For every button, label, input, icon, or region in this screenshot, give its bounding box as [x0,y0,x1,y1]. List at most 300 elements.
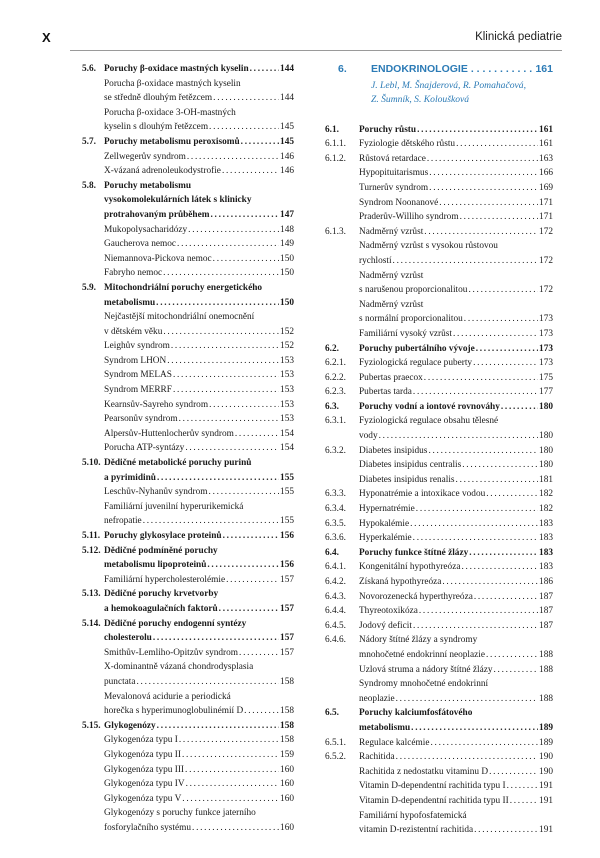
toc-leader-dots [179,733,279,748]
toc-entry-title: Novorozenecká hyperthyreóza [359,591,473,602]
toc-leader-dots [468,283,538,298]
toc-entry-title: Glykogenóza typu II [104,749,181,760]
toc-subsection-entry[interactable] [82,398,294,413]
toc-entry-number: 6.3.1. [325,416,346,427]
toc-entry-number: 6.4.5. [325,620,346,631]
toc-subsection-entry[interactable] [325,356,553,371]
toc-entry-page: 190 [539,752,553,763]
toc-entry-page: 183 [539,518,553,529]
toc-entry-page: 171 [539,212,553,223]
toc-entry-page: 163 [539,153,553,164]
toc-leader-dots [182,748,279,763]
toc-entry-number: 5.9. [82,282,96,293]
toc-section-entry[interactable] [82,135,294,150]
toc-entry-title: Familiární hypofosfatemická [359,810,467,821]
toc-entry-title: Hypernatrémie [359,504,415,515]
toc-entry-title: Glykogenózy s poruchy funkce jaterního [104,808,256,819]
toc-entry-number: 6.3.2. [325,445,346,456]
toc-entry-page: 153 [280,399,294,410]
toc-subsection-entry[interactable] [325,779,553,794]
toc-entry-title: Růstová retardace [359,153,426,164]
toc-subsection-entry[interactable] [325,269,553,298]
toc-entry-page: 155 [280,516,294,527]
toc-leader-dots [510,794,538,809]
toc-entry-title: protrahovaným průběhem [104,209,210,220]
toc-entry-title: metabolismu lipoproteinů [104,560,207,571]
toc-entry-number: 6.2.3. [325,387,346,398]
toc-entry-page: 152 [280,326,294,337]
toc-entry-title: neoplazie [359,693,395,704]
toc-subsection-entry[interactable] [82,573,294,588]
toc-subsection-entry[interactable] [82,266,294,281]
toc-section-entry[interactable] [82,456,294,485]
toc-subsection-entry[interactable] [82,763,294,778]
running-title: Klinická pediatrie [475,31,562,43]
toc-entry-title: Dědičné poruchy endogenní syntézy [104,618,247,629]
toc-entry-title: Nadměrný vzrůst [359,226,424,237]
toc-entry-number: 6.2. [325,343,339,354]
toc-entry-page: 169 [539,182,553,193]
toc-subsection-entry[interactable] [325,736,553,751]
toc-entry-title: vitamin D-rezistentní rachitida [359,825,474,836]
toc-entry-title: Kongenitální hypothyreóza [359,562,461,573]
toc-subsection-entry[interactable] [325,677,553,706]
toc-entry-page: 180 [539,401,553,412]
toc-leader-dots [413,385,538,400]
toc-leader-dots [207,558,279,573]
toc-subsection-entry[interactable] [325,239,553,268]
toc-entry-title: s narušenou proporcionalitou [359,285,468,296]
toc-leader-dots [188,223,279,238]
toc-leader-dots [192,821,279,836]
toc-entry-page: 150 [280,253,294,264]
toc-leader-dots [186,777,279,792]
toc-leader-dots [241,135,279,150]
toc-entry-number: 5.6. [82,64,96,74]
toc-entry-page: 158 [280,676,294,687]
toc-entry-title: a hemokoagulačních faktorů [104,603,218,614]
toc-entry-title: Diabetes insipidus centralis [359,460,462,471]
toc-entry-page: 171 [539,197,553,208]
toc-entry-number: 6.5. [325,708,339,719]
toc-entry-number: 6.4.2. [325,577,346,587]
toc-subsection-entry[interactable] [82,354,294,369]
toc-subsection-entry[interactable] [325,152,553,167]
toc-leader-dots [173,383,279,398]
toc-subsection-entry[interactable] [82,383,294,398]
toc-leader-dots [173,368,279,383]
toc-entry-page: 190 [539,766,553,777]
toc-leader-dots [163,266,279,281]
toc-entry-title: Poruchy metabolismu peroxisomů [104,136,240,147]
toc-entry-title: X-vázaná adrenoleukodystrofie [104,166,221,177]
toc-leader-dots [393,254,539,269]
toc-subsection-entry[interactable] [82,777,294,792]
toc-entry-title: Mevalonová acidurie a periodická [104,691,231,702]
toc-entry-page: 186 [539,577,553,587]
toc-entry-title: s normální proporcionalitou [359,314,463,325]
toc-section-entry[interactable] [325,546,553,561]
toc-entry-title: Familiární juvenilní hyperurikemická [104,501,244,512]
toc-subsection-entry[interactable] [325,181,553,196]
toc-entry-title: Vitamin D-dependentní rachitida typu II [359,795,509,806]
chapter-number: 6. [338,63,347,75]
toc-entry-title: Nejčastější mitochondriální onemocnění [104,312,255,323]
toc-subsection-entry[interactable] [325,750,553,765]
toc-subsection-entry[interactable] [325,371,553,386]
toc-entry-number: 6.1.3. [325,226,346,237]
toc-leader-dots [179,412,279,427]
toc-entry-number: 6.4.6. [325,635,346,646]
toc-entry-page: 160 [280,779,294,790]
toc-entry-page: 173 [539,343,553,354]
toc-leader-dots [182,792,279,807]
toc-entry-page: 189 [539,737,553,748]
toc-leader-dots [456,137,538,152]
toc-leader-dots [424,371,538,386]
toc-leader-dots [411,721,538,736]
toc-entry-title: Glykogenózy [104,720,156,731]
toc-leader-dots [250,62,279,77]
toc-entry-title: Hyponatrémie a intoxikace vodou [359,489,486,500]
toc-subsection-entry[interactable] [82,660,294,689]
toc-entry-title: Alpersův-Huttenlocherův syndrom [104,428,234,439]
toc-right-column [325,62,553,838]
toc-entry-number: 6.3.5. [325,518,346,529]
toc-entry-page: 154 [280,443,294,454]
toc-subsection-entry[interactable] [325,473,553,488]
toc-entry-title: Thyreotoxikóza [359,606,418,617]
toc-subsection-entry[interactable] [82,733,294,748]
toc-section-entry[interactable] [82,529,294,544]
toc-entry-title: Rachitida [359,752,395,763]
toc-subsection-entry[interactable] [325,166,553,181]
toc-entry-title: Glykogenóza typu V [104,793,182,804]
toc-entry-title: Nadměrný vzrůst s vysokou růstovou [359,241,498,252]
toc-entry-page: 187 [539,606,553,617]
toc-subsection-entry[interactable] [325,560,553,575]
toc-subsection-entry[interactable] [82,427,294,442]
toc-subsection-entry[interactable] [325,604,553,619]
toc-subsection-entry[interactable] [82,485,294,500]
toc-leader-dots [209,398,279,413]
toc-entry-number: 5.7. [82,136,96,147]
toc-entry-page: 158 [280,735,294,746]
toc-entry-title: Leighův syndrom [104,341,170,352]
toc-subsection-entry[interactable] [82,150,294,165]
toc-entry-page: 160 [280,793,294,804]
toc-leader-dots [469,546,538,561]
toc-entry-title: Turnerův syndrom [359,182,429,193]
toc-leader-dots [163,325,279,340]
toc-entry-page: 173 [539,328,553,339]
toc-subsection-entry[interactable] [325,575,553,590]
toc-subsection-entry[interactable] [82,646,294,661]
toc-entry-title: Poruchy metabolismu [104,180,192,191]
toc-leader-dots [209,485,280,500]
toc-leader-dots [213,252,279,267]
toc-entry-title: Pearsonův syndrom [104,414,178,425]
toc-entry-title: Fyziologická regulace puberty [359,358,473,369]
toc-leader-dots [473,356,538,371]
toc-subsection-entry[interactable] [325,298,553,327]
toc-entry-title: Nadměrný vzrůst [359,299,424,310]
toc-leader-dots [486,487,538,502]
toc-entry-page: 175 [539,372,553,383]
toc-subsection-entry[interactable] [82,77,294,106]
toc-entry-page: 153 [280,355,294,366]
toc-section-entry[interactable] [82,617,294,646]
toc-entry-page: 159 [280,749,294,760]
toc-entry-number: 6.4.3. [325,591,346,602]
toc-subsection-entry[interactable] [82,748,294,763]
toc-subsection-entry[interactable] [325,196,553,211]
toc-leader-dots [222,164,279,179]
toc-leader-dots [501,400,538,415]
toc-entry-number: 5.11. [82,531,101,541]
toc-entry-page: 191 [539,795,553,806]
toc-entry-title: Glykogenóza typu I [104,735,178,746]
toc-subsection-entry[interactable] [325,619,553,634]
toc-entry-title: Poruchy pubertálního vývoje [359,343,475,354]
toc-left-column [82,62,294,835]
toc-entry-title: Mitochondriální poruchy energetického [104,282,263,293]
toc-entry-page: 183 [539,562,553,573]
toc-leader-dots [439,196,538,211]
toc-entry-page: 191 [539,825,553,836]
chapter-page: 161 [535,63,553,75]
toc-subsection-entry[interactable] [82,792,294,807]
toc-subsection-entry[interactable] [82,368,294,383]
toc-entry-title: se středně dlouhým řetězcem [104,93,213,104]
toc-leader-dots [456,473,539,488]
toc-entry-page: 157 [280,633,294,644]
toc-leader-dots [210,208,279,223]
toc-leader-dots [185,441,279,456]
toc-subsection-entry[interactable] [325,444,553,459]
toc-leader-dots [177,237,279,252]
toc-leader-dots [187,150,279,165]
toc-entry-title: Smithův-Lemliho-Opitzův syndrom [104,647,239,658]
toc-entry-title: horečka s hyperimunoglobulinémií D [104,706,244,717]
toc-subsection-entry[interactable] [325,487,553,502]
toc-leader-dots [429,166,538,181]
toc-subsection-entry[interactable] [82,252,294,267]
toc-entry-page: 146 [280,151,294,162]
toc-entry-title: Praderův-Williho syndrom [359,212,459,223]
toc-subsection-entry[interactable] [82,441,294,456]
toc-leader-dots [427,152,538,167]
toc-entry-title: Poruchy růstu [359,124,417,135]
toc-entry-title: Hyperkalémie [359,533,412,544]
toc-entry-title: Jodový deficit [359,620,412,631]
toc-entry-title: v dětském věku [104,326,163,337]
toc-leader-dots [396,692,538,707]
toc-leader-dots [167,354,279,369]
toc-subsection-entry[interactable] [325,327,553,342]
toc-subsection-entry[interactable] [325,633,553,662]
toc-entry-page: 180 [539,445,553,456]
toc-subsection-entry[interactable] [325,765,553,780]
toc-leader-dots [244,704,279,719]
toc-subsection-entry[interactable] [325,225,553,240]
toc-subsection-entry[interactable] [82,164,294,179]
toc-entry-number: 6.1.2. [325,153,346,164]
toc-section-entry[interactable] [325,342,553,357]
toc-leader-dots [507,779,538,794]
toc-leader-dots [185,763,279,778]
toc-entry-title: Hypokalémie [359,518,410,529]
toc-entry-page: 183 [539,533,553,544]
toc-leader-dots [223,529,279,544]
toc-entry-number: 6.1. [325,124,339,135]
toc-leader-dots [219,602,279,617]
toc-subsection-entry[interactable] [325,458,553,473]
toc-leader-dots [157,719,279,734]
toc-section-entry[interactable] [82,719,294,734]
toc-entry-title: Niemannova-Pickova nemoc [104,253,212,264]
toc-entry-page: 180 [539,431,553,442]
toc-entry-title: X-dominantně vázaná chondrodysplasia [104,662,254,673]
toc-entry-number: 6.4. [325,547,339,558]
toc-entry-page: 152 [280,341,294,352]
toc-entry-page: 172 [539,255,553,266]
toc-section-entry[interactable] [325,706,553,735]
toc-entry-page: 180 [539,460,553,471]
toc-entry-title: Získaná hypothyreóza [359,577,442,587]
toc-entry-page: 149 [280,239,294,250]
toc-entry-page: 144 [280,64,294,74]
toc-entry-title: Fyziologie dětského růstu [359,139,456,150]
toc-entry-page: 145 [280,136,294,147]
toc-entry-title: Zellwegerův syndrom [104,151,186,162]
toc-subsection-entry[interactable] [325,663,553,678]
toc-entry-title: Syndrom MELAS [104,370,172,381]
toc-leader-dots [474,823,538,838]
toc-section-entry[interactable] [82,281,294,310]
toc-entry-number: 6.3.4. [325,504,346,515]
toc-leader-dots [424,225,538,240]
toc-leader-dots [453,327,538,342]
toc-entry-page: 157 [280,603,294,614]
toc-entry-number: 5.10. [82,458,101,469]
toc-leader-dots [137,675,280,690]
toc-leader-dots [171,339,279,354]
toc-subsection-entry[interactable] [82,106,294,135]
toc-entry-page: 156 [280,531,294,541]
toc-entry-title: Dědičné poruchy krvetvorby [104,589,219,600]
toc-subsection-entry[interactable] [325,794,553,809]
toc-leader-dots [239,646,279,661]
toc-entry-number: 6.4.1. [325,562,346,573]
toc-entry-page: 187 [539,620,553,631]
page-number: X [42,30,51,45]
toc-entry-title: Leschův-Nyhanův syndrom [104,487,208,498]
toc-entry-number: 5.14. [82,618,101,629]
toc-entry-page: 188 [539,649,553,660]
toc-subsection-entry[interactable] [82,690,294,719]
toc-subsection-entry[interactable] [325,809,553,838]
toc-entry-page: 181 [539,474,553,485]
toc-subsection-entry[interactable] [325,137,553,152]
toc-entry-title: kyselin s dlouhým řetězcem [104,122,209,133]
toc-entry-title: Familiární vysoký vzrůst [359,328,452,339]
toc-entry-page: 158 [280,706,294,717]
authors-line: Z. Šumník, S. Koloušková [371,93,470,105]
toc-entry-title: vody [359,431,378,442]
toc-section-entry[interactable] [82,587,294,616]
toc-subsection-entry[interactable] [325,210,553,225]
toc-entry-page: 187 [539,591,553,602]
toc-section-entry[interactable] [82,544,294,573]
toc-subsection-entry[interactable] [82,237,294,252]
toc-leader-dots [474,590,538,605]
toc-subsection-entry[interactable] [325,517,553,532]
toc-entry-title: Syndrom Noonanové [359,197,439,208]
toc-entry-title: Glykogenóza typu III [104,764,185,775]
toc-subsection-entry[interactable] [82,339,294,354]
toc-entry-page: 183 [539,547,553,558]
toc-entry-page: 148 [280,224,294,235]
toc-subsection-entry[interactable] [325,414,553,443]
toc-section-entry[interactable] [325,400,553,415]
toc-entry-title: punctata [104,676,136,687]
chapter-title-line[interactable] [325,62,553,77]
toc-subsection-entry[interactable] [82,223,294,238]
toc-leader-dots [396,750,538,765]
toc-entry-title: Mukopolysacharidózy [104,224,188,235]
toc-subsection-entry[interactable] [325,590,553,605]
toc-subsection-entry[interactable] [325,502,553,517]
toc-section-entry[interactable] [82,179,294,223]
toc-subsection-entry[interactable] [82,412,294,427]
toc-subsection-entry[interactable] [82,500,294,529]
toc-entry-title: Diabetes insipidus renalis [359,474,455,485]
toc-subsection-entry[interactable] [325,385,553,400]
toc-subsection-entry[interactable] [82,310,294,339]
toc-subsection-entry[interactable] [325,531,553,546]
toc-entry-page: 147 [280,209,294,220]
toc-entry-title: Syndromy mnohočetné endokrinní [359,679,489,690]
toc-entry-title: Poruchy kalciumfosfátového [359,708,473,719]
toc-entry-number: 6.5.1. [325,737,346,748]
toc-leader-dots [416,502,538,517]
toc-leader-dots [209,120,279,135]
toc-leader-dots [462,458,538,473]
authors-line: J. Lebl, M. Šnajderová, R. Pomahačová, [371,79,526,91]
toc-entry-page: 153 [280,370,294,381]
toc-entry-page: 182 [539,489,553,500]
toc-entry-page: 154 [280,428,294,439]
toc-entry-page: 155 [280,487,294,498]
toc-entry-title: Pubertas tarda [359,387,412,398]
toc-entry-page: 172 [539,226,553,237]
toc-entry-number: 5.8. [82,180,96,191]
toc-entry-page: 188 [539,693,553,704]
toc-entry-title: Poruchy vodní a iontové rovnováhy [359,401,500,412]
toc-subsection-entry[interactable] [82,806,294,835]
toc-section-entry[interactable] [325,123,553,138]
toc-leader-dots [429,181,538,196]
toc-entry-title: Poruchy funkce štítné žlázy [359,547,469,558]
toc-leader-dots [156,296,279,311]
toc-entry-title: Dědičné podmíněné poruchy [104,545,218,556]
toc-entry-title: Familiární hypercholesterolémie [104,574,226,585]
toc-entry-title: a pyrimidinů [104,472,156,483]
toc-leader-dots [430,736,538,751]
toc-section-entry[interactable] [82,62,294,77]
toc-entry-title: Nadměrný vzrůst [359,270,424,281]
